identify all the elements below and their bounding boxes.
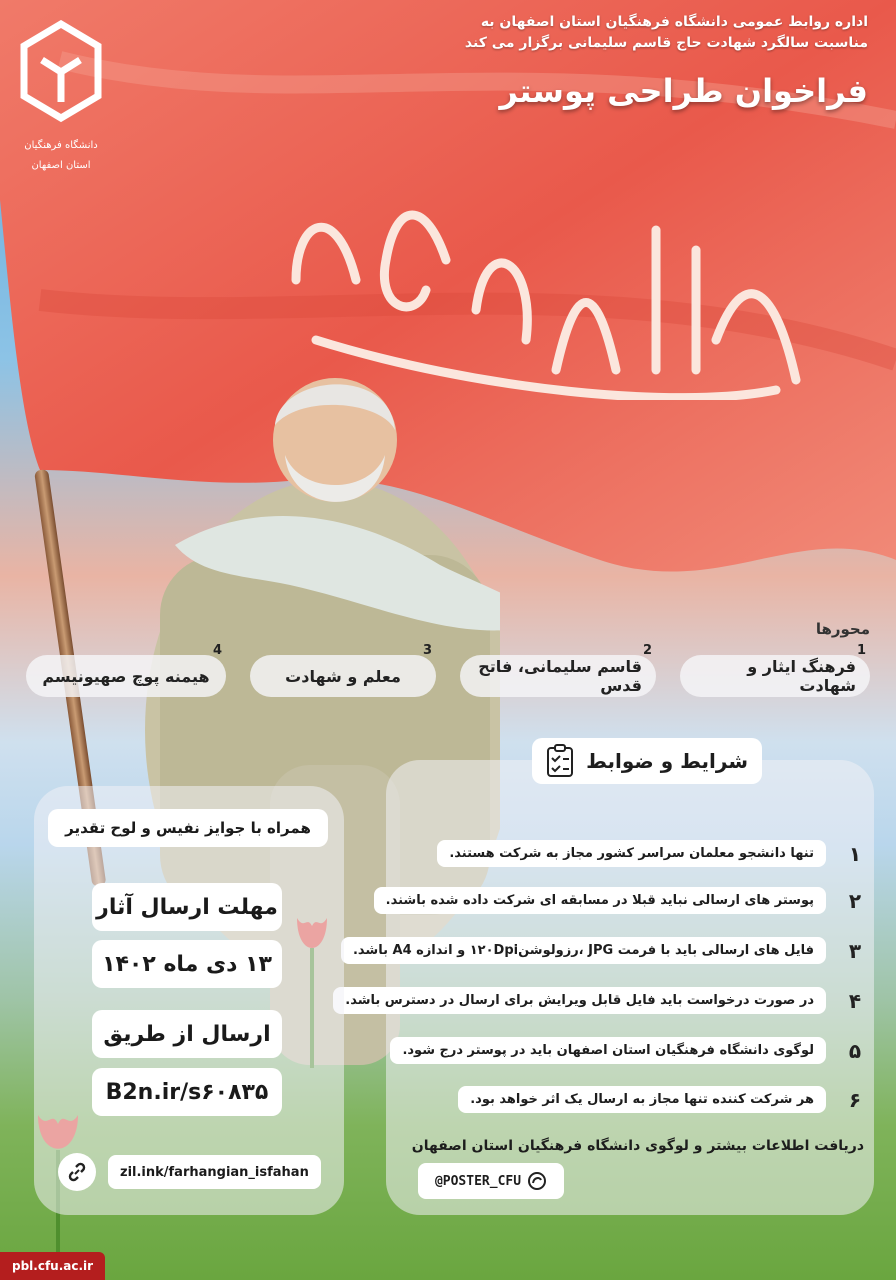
instagram-text: @POSTER_CFU bbox=[434, 1173, 522, 1189]
rule-text: تنها دانشجو معلمان سراسر کشور مجاز به شرکت هستند. bbox=[437, 840, 826, 867]
rule-text: فایل های ارسالی باید با فرمت JPG ،رزولوشن۱۲۰Dpi و اندازه A4 باشد. bbox=[341, 937, 826, 964]
link-row bbox=[58, 1153, 321, 1191]
link-icon bbox=[58, 1153, 96, 1191]
axis-item-1 bbox=[680, 643, 870, 697]
axis-text: فرهنگ ایثار و شهادت bbox=[747, 657, 856, 695]
axis-item-4 bbox=[26, 643, 226, 697]
rule-item-3 bbox=[341, 937, 870, 964]
axes-label: محورها bbox=[815, 620, 870, 638]
axis-item-2 bbox=[460, 643, 656, 697]
rule-item-4 bbox=[333, 987, 870, 1014]
prizes-box: همراه با جوایز نفیس و لوح تقدیر bbox=[48, 809, 328, 847]
rule-text: هر شرکت کننده تنها مجاز به ارسال یک اثر خواهد بود. bbox=[458, 1086, 826, 1113]
rules-title: شرایط و ضوابط bbox=[586, 749, 748, 773]
instagram-handle[interactable] bbox=[418, 1163, 564, 1199]
rule-number: ۴ bbox=[848, 988, 862, 1013]
send-via-label: ارسال از طریق bbox=[92, 1010, 282, 1058]
axis-number: 4 bbox=[212, 643, 222, 658]
university-logo bbox=[18, 20, 104, 180]
axis-text: قاسم سلیمانی، فاتح قدس bbox=[478, 657, 642, 695]
logo-text-line2: استان اصفهان bbox=[31, 160, 91, 171]
page-title: فراخوان طراحی پوستر bbox=[499, 72, 868, 110]
axis-item-3 bbox=[250, 643, 436, 697]
header-line-1: اداره روابط عمومی دانشگاه فرهنگیان استان اصفهان به bbox=[480, 14, 868, 30]
send-link[interactable]: B2n.ir/s۶۰۸۳۵ bbox=[92, 1068, 282, 1116]
header bbox=[348, 12, 868, 110]
more-info-text: دریافت اطلاعات بیشتر و لوگوی دانشگاه فرهنگیان استان اصفهان bbox=[411, 1138, 864, 1154]
rule-number: ۶ bbox=[848, 1087, 862, 1112]
watermark: pbl.cfu.ac.ir bbox=[0, 1252, 105, 1280]
rule-text: در صورت درخواست باید فایل قابل ویرایش برای ارسال در دسترس باشد. bbox=[333, 987, 826, 1014]
deadline-date: ۱۳ دی ماه ۱۴۰۲ bbox=[92, 940, 282, 988]
rule-item-2 bbox=[374, 887, 870, 914]
instagram-icon bbox=[527, 1171, 547, 1191]
rule-number: ۱ bbox=[848, 841, 862, 866]
deadline-label: مهلت ارسال آثار bbox=[92, 883, 282, 931]
axis-text: هیمنه پوچ صهیونیسم bbox=[42, 666, 210, 686]
rule-item-6 bbox=[458, 1086, 870, 1113]
axis-number: 2 bbox=[642, 643, 652, 658]
rules-title-box bbox=[532, 738, 762, 784]
axis-number: 1 bbox=[856, 643, 866, 658]
rule-item-5 bbox=[390, 1037, 870, 1064]
logo-text-line1: دانشگاه فرهنگیان bbox=[24, 140, 98, 151]
zil-link[interactable]: zil.ink/farhangian_isfahan bbox=[108, 1155, 321, 1189]
info-panel bbox=[34, 786, 344, 1215]
rule-number: ۳ bbox=[848, 938, 862, 963]
rule-number: ۵ bbox=[848, 1038, 862, 1063]
rule-number: ۲ bbox=[848, 888, 862, 913]
axis-number: 3 bbox=[422, 643, 432, 658]
rule-item-1 bbox=[437, 840, 870, 867]
checklist-icon bbox=[546, 744, 574, 778]
axis-text: معلم و شهادت bbox=[285, 666, 401, 686]
rule-text: پوستر های ارسالی نباید قبلا در مسابقه ای شرکت داده شده باشند. bbox=[374, 887, 826, 914]
header-line-2: مناسبت سالگرد شهادت حاج قاسم سلیمانی برگزار می کند bbox=[464, 35, 868, 51]
rule-text: لوگوی دانشگاه فرهنگیان استان اصفهان باید در پوستر درج شود. bbox=[390, 1037, 826, 1064]
